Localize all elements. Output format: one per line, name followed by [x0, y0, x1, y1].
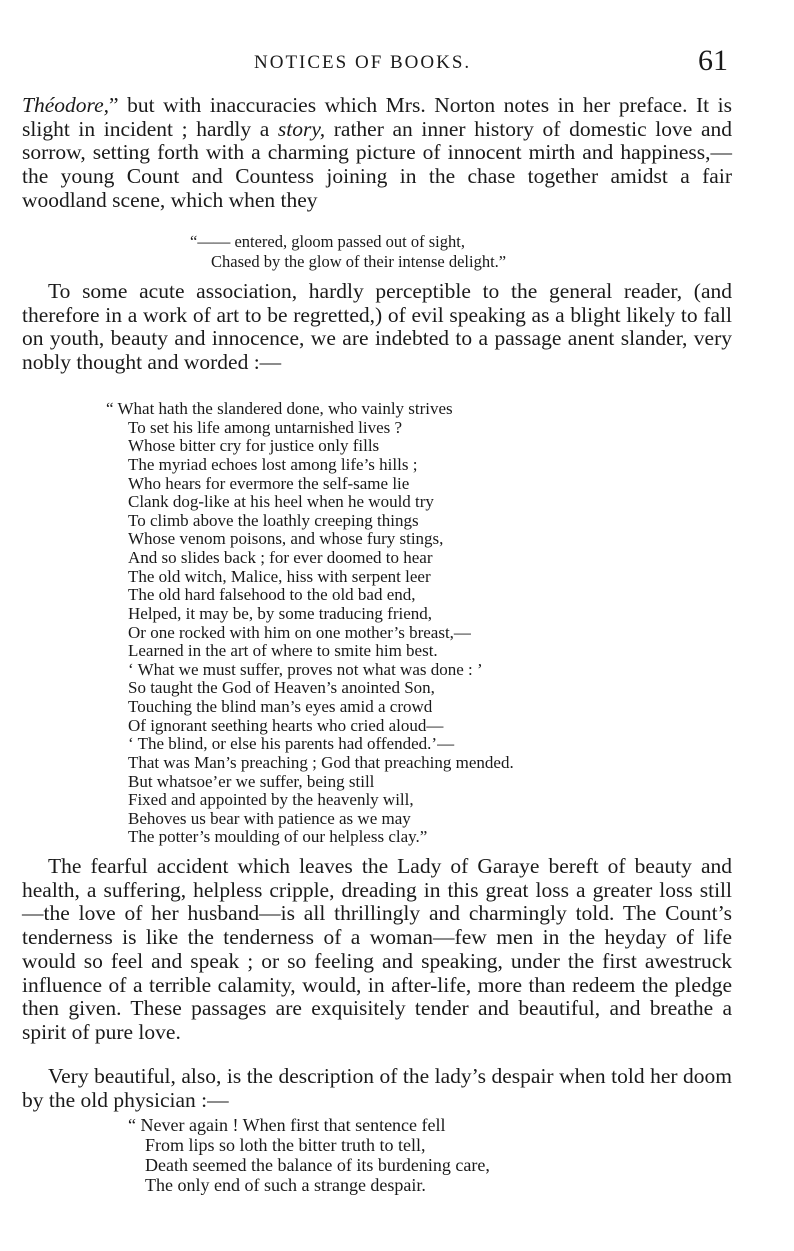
italic-title-theodore: Théodore,	[22, 93, 109, 117]
paragraph-text: ” but with inaccuracies which Mrs. Norton notes in her preface. It is slight in incident ; hardly a	[22, 93, 732, 141]
quotation-never-again	[128, 1115, 490, 1195]
verse-line: “ Never again ! When first that sentence fell	[128, 1115, 446, 1135]
verse-line: To climb above the loathly creeping things	[128, 510, 419, 530]
verse-line: Learned in the art of where to smite him best.	[128, 641, 438, 661]
verse-line: Behoves us bear with patience as we may	[128, 808, 411, 828]
verse-line: Clank dog-like at his heel when he would try	[128, 492, 434, 512]
verse-line: ‘ The blind, or else his parents had offended.’—	[128, 734, 455, 754]
paragraph-accident: The fearful accident which leaves the Lady of Garaye bereft of beauty and health, a suffering, helpless cripple, dreading in this great loss a greater loss still—the love of her husband—is all thrillingly and charmingly told. The Count’s tenderness is like the tenderness of a woman—few men in the heyday of life would so feel and speak ; or so feeling and speaking, under the first awestruck influence of a terrible calamity, would, in after-life, more than redeem the pledge then given. These passages are exquisitely tender and beautiful, and breathe a spirit of pure love.	[22, 854, 732, 1044]
verse-line: Helped, it may be, by some traducing friend,	[128, 603, 433, 623]
verse-line: Whose venom poisons, and whose fury stings,	[128, 529, 444, 549]
paragraph-text: rather an inner history of domestic love and sorrow, setting forth with a charming picture of innocent mirth and happiness,—the young Count and Countess joining in the chase together amidst a fair woodland scene, which when they	[22, 116, 732, 212]
verse-line: So taught the God of Heaven’s anointed Son,	[128, 678, 435, 698]
verse-line: But whatsoe’er we suffer, being still	[128, 771, 375, 791]
verse-line: The old hard falsehood to the old bad end,	[128, 585, 416, 605]
quotation-slander-poem	[106, 400, 514, 847]
verse-line: That was Man’s preaching ; God that preaching mended.	[128, 752, 514, 772]
verse-line: Chased by the glow of their intense delight.”	[211, 252, 507, 271]
verse-line: Death seemed the balance of its burdening care,	[145, 1155, 490, 1175]
verse-line: The myriad echoes lost among life’s hills ;	[128, 454, 418, 474]
verse-line: Of ignorant seething hearts who cried aloud—	[128, 715, 444, 735]
quotation-couplet	[190, 232, 506, 272]
verse-line: Fixed and appointed by the heavenly will,	[128, 790, 414, 810]
paragraph-despair-intro: Very beautiful, also, is the description of the lady’s despair when told her doom by the old physician :—	[22, 1064, 732, 1112]
verse-line: “—— entered, gloom passed out of sight,	[190, 232, 465, 251]
verse-line: The potter’s moulding of our helpless clay.”	[128, 827, 428, 847]
verse-line: “ What hath the slandered done, who vainly strives	[106, 399, 453, 418]
verse-line: Or one rocked with him on one mother’s breast,—	[128, 622, 471, 642]
verse-line: Who hears for evermore the self-same lie	[128, 473, 410, 493]
verse-line: To set his life among untarnished lives ?	[128, 417, 403, 437]
italic-word-story: story,	[277, 116, 326, 141]
page-header	[0, 44, 794, 84]
paragraph-slander-intro: To some acute association, hardly perceptible to the general reader, (and therefore in a work of art to be regretted,) of evil speaking as a blight likely to fall on youth, beauty and innocence, we are indebted to a passage anent slander, very nobly thought and worded :—	[22, 279, 732, 375]
verse-line: ‘ What we must suffer, proves not what was done : ’	[128, 659, 483, 679]
verse-line: Whose bitter cry for justice only fills	[128, 436, 380, 456]
verse-line: The only end of such a strange despair.	[145, 1175, 426, 1195]
verse-line: Touching the blind man’s eyes amid a crowd	[128, 697, 433, 716]
verse-line: And so slides back ; for ever doomed to hear	[128, 548, 433, 567]
paragraph-theodore	[22, 94, 732, 213]
page-number: 61	[698, 44, 728, 77]
verse-line: The old witch, Malice, hiss with serpent leer	[128, 566, 431, 586]
running-title: NOTICES OF BOOKS.	[254, 52, 472, 73]
verse-line: From lips so loth the bitter truth to tell,	[145, 1135, 426, 1155]
